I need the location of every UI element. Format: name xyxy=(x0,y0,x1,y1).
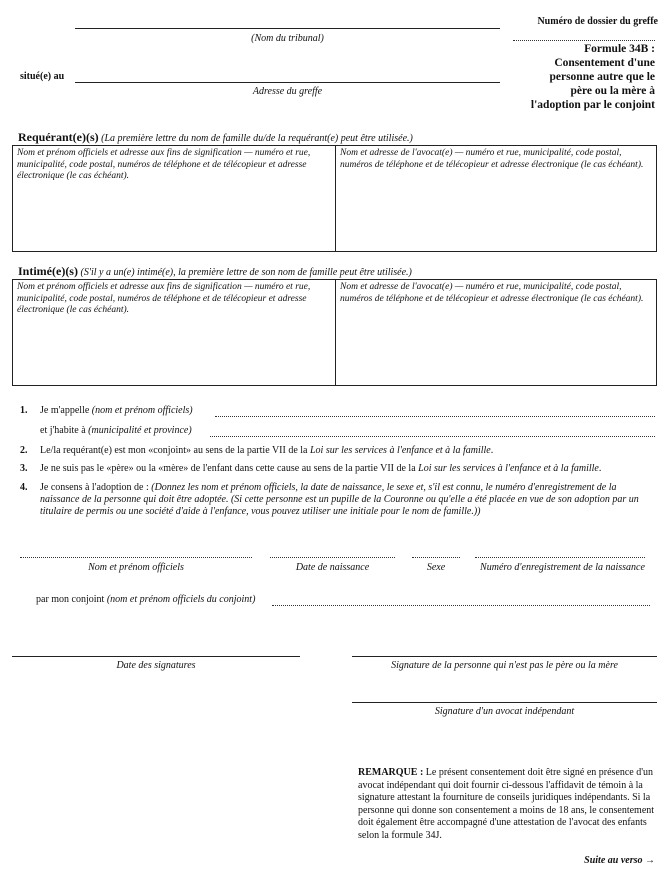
item-4-text-a: Je consens à l'adoption de : xyxy=(40,482,152,493)
child-reg-field[interactable] xyxy=(475,557,645,558)
respondent-heading-label: Intimé(e)(s) xyxy=(18,264,78,278)
applicant-heading-note: (La première lettre du nom de famille du/de la requérant(e) peut être utilisée.) xyxy=(101,133,413,144)
form-title-line-4: l'adoption par le conjoint xyxy=(530,99,655,111)
item-2-text xyxy=(40,445,493,457)
court-name-caption: (Nom du tribunal) xyxy=(251,33,324,44)
date-signature-caption: Date des signatures xyxy=(116,660,196,671)
item-2-text-b: . xyxy=(490,445,494,456)
child-reg-caption: Numéro d'enregistrement de la naissance xyxy=(480,562,645,573)
respondent-lawyer-cell[interactable]: Nom et adresse de l'avocat(e) — numéro et rue, municipalité, code postal, numéros de téléphone et de télécopieur et adresse électronique (le cas échéant). xyxy=(340,282,644,304)
item-1-address-field[interactable] xyxy=(210,436,655,437)
item-1-text xyxy=(40,405,193,417)
lawyer-signature-line[interactable] xyxy=(352,702,657,703)
continue-overleaf: Suite au verso → xyxy=(584,855,655,866)
child-sex-caption: Sexe xyxy=(426,562,446,573)
item-1-label: Je m'appelle xyxy=(40,405,90,416)
spouse-name-field[interactable] xyxy=(272,605,650,606)
spouse-hint: (nom et prénom officiels du conjoint) xyxy=(106,594,256,605)
court-name-line[interactable] xyxy=(75,28,500,29)
remark-text: Le présent consentement doit être signé en présence d'un avocat indépendant qui doit fournir ci-dessous l'affidavit de témoin à la signature attestant la fourniture de conseils juridiques indépendants. Si la personne qui donne son consentement a moins de 18 ans, le consentement doit également être accompagné d'une attestation de l'avocat des enfants selon la formule 34J. xyxy=(358,767,655,841)
child-dob-field[interactable] xyxy=(270,557,395,558)
child-name-field[interactable] xyxy=(20,557,252,558)
form-title-line-2: personne autre que le xyxy=(549,71,655,83)
lawyer-signature-caption: Signature d'un avocat indépendant xyxy=(434,706,575,717)
remark-paragraph xyxy=(358,767,656,842)
file-number-field[interactable] xyxy=(513,40,655,41)
respondent-box xyxy=(12,279,657,386)
remark-label: REMARQUE : xyxy=(358,767,424,778)
item-1b-text xyxy=(40,425,192,437)
item-4-hint: (Donnez les nom et prénom officiels, la date de naissance, le sexe et, s'il est connu, le numéro d'enregistrement de la naissance de la personne qui doit être adoptée. (Si cette personne est un pupille de la Couronne ou qu'elle a été placée en vue de son adoption par un titulaire de permis ou une société d'aide à l'enfance, vous pouvez utiliser une initiale pour le nom de famille.)) xyxy=(40,482,639,517)
respondent-heading-note: (S'il y a un(e) intimé(e), la première lettre de son nom de famille peut être utilisée.) xyxy=(80,267,412,278)
item-1-number: 1. xyxy=(20,405,28,416)
item-1-hint: (nom et prénom officiels) xyxy=(91,405,193,416)
spouse-label: par mon conjoint xyxy=(36,594,105,605)
item-4-number: 4. xyxy=(20,482,28,493)
respondent-name-cell[interactable]: Nom et prénom officiels et adresse aux fins de signification — numéro et rue, municipalité, code postal, numéros de téléphone et de télécopieur et adresse électronique (le cas échéant). xyxy=(13,280,336,385)
item-3-text-b: . xyxy=(598,463,602,474)
court-address-line[interactable] xyxy=(75,82,500,83)
date-signature-line[interactable] xyxy=(12,656,300,657)
applicant-heading-label: Requérant(e)(s) xyxy=(18,130,99,144)
applicant-box xyxy=(12,145,657,252)
item-1b-hint: (municipalité et province) xyxy=(88,425,192,436)
child-dob-caption: Date de naissance xyxy=(295,562,370,573)
file-number-label: Numéro de dossier du greffe xyxy=(537,16,658,27)
person-signature-line[interactable] xyxy=(352,656,657,657)
court-address-caption: Adresse du greffe xyxy=(252,86,323,97)
child-sex-field[interactable] xyxy=(412,557,460,558)
form-title-line-3: père ou la mère à xyxy=(570,85,655,97)
item-3-text-a: Je ne suis pas le «père» ou la «mère» de l'enfant dans cette cause au sens de la partie VII de la xyxy=(40,463,419,474)
form-number: Formule 34B : xyxy=(584,43,655,55)
item-1b-label: et j'habite à xyxy=(40,425,86,436)
spouse-text xyxy=(36,594,255,606)
item-2-number: 2. xyxy=(20,445,28,456)
item-3-law: Loi sur les services à l'enfance et à la famille xyxy=(418,463,599,474)
item-2-law: Loi sur les services à l'enfance et à la famille xyxy=(310,445,491,456)
applicant-lawyer-cell[interactable]: Nom et adresse de l'avocat(e) — numéro et rue, municipalité, code postal, numéros de téléphone et de télécopieur et adresse électronique (le cas échéant). xyxy=(340,148,644,170)
item-1-name-field[interactable] xyxy=(215,416,655,417)
form-title xyxy=(490,42,655,112)
applicant-name-cell[interactable]: Nom et prénom officiels et adresse aux fins de signification — numéro et rue, municipalité, code postal, numéros de téléphone et de télécopieur et adresse électronique (le cas échéant). xyxy=(13,146,336,251)
court-address-label: situé(e) au xyxy=(20,71,65,82)
item-2-text-a: Le/la requérant(e) est mon «conjoint» au sens de la partie VII de la xyxy=(40,445,310,456)
form-title-line-1: Consentement d'une xyxy=(554,57,655,69)
item-4-text xyxy=(40,482,650,518)
applicant-heading xyxy=(18,130,413,145)
respondent-heading xyxy=(18,264,412,279)
item-3-number: 3. xyxy=(20,463,28,474)
child-name-caption: Nom et prénom officiels xyxy=(88,562,184,573)
item-3-text xyxy=(40,463,601,475)
person-signature-caption: Signature de la personne qui n'est pas le père ou la mère xyxy=(391,660,618,671)
